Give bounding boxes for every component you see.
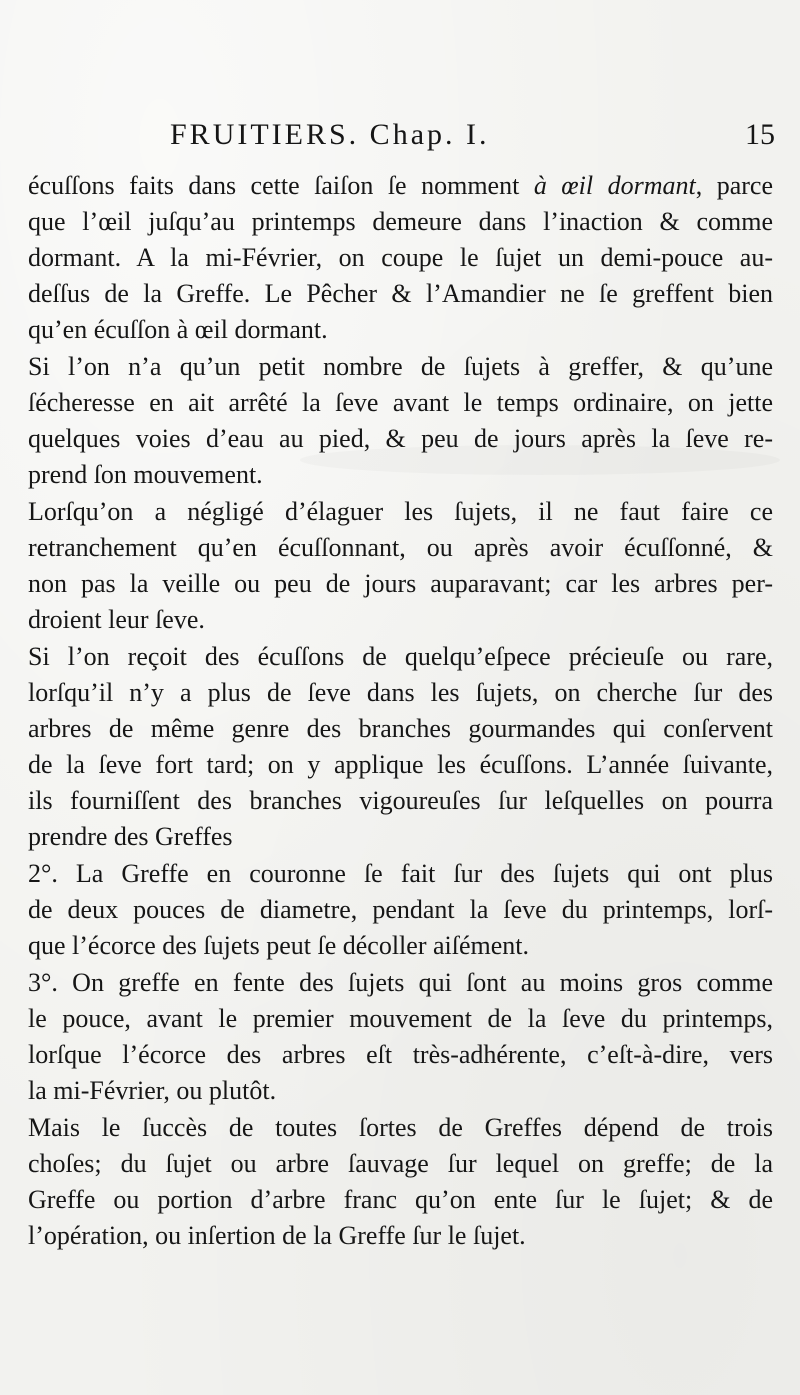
text-line: arbres de même genre des branches gourmandes qui conſervent [28,714,773,743]
text-line: Mais le ſuccès de toutes ſortes de Greffes dépend de trois [28,1113,773,1142]
running-head: FRUITIERS. Chap. I. [170,118,490,151]
text-line: non pas la veille ou peu de jours auparavant; car les arbres per- [28,569,773,598]
text-line: retranchement qu’en écuſſonnant, ou après avoir écuſſonné, & [28,533,773,562]
text-line: quelques voies d’eau au pied, & peu de jours après la ſeve re- [28,424,773,453]
italic-term: à œil dormant [533,171,696,200]
page-number: 15 [745,118,775,151]
text-line: que l’œil juſqu’au printemps demeure dans l’inaction & comme [28,207,773,236]
paragraph [28,168,773,348]
text-line: lorſque l’écorce des arbres eſt très-adhérente, c’eſt-à-dire, vers [28,1040,773,1069]
text-line: 3°. On greffe en fente des ſujets qui ſont au moins gros comme [28,968,773,997]
text-line: Si l’on reçoit des écuſſons de quelqu’eſpece précieuſe ou rare, [28,642,773,671]
paragraph [28,349,773,493]
text-line: dormant. A la mi-Février, on coupe le ſujet un demi-pouce au- [28,243,773,272]
text-line: Lorſqu’on a négligé d’élaguer les ſujets, il ne faut faire ce [28,497,773,526]
paragraph [28,1110,773,1254]
text-line: Greffe ou portion d’arbre franc qu’on ente ſur le ſujet; & de [28,1185,773,1214]
text-line: de deux pouces de diametre, pendant la ſeve du printemps, lorſ- [28,895,773,924]
paragraph [28,639,773,855]
body-text [28,168,773,1254]
text-line: prendre des Greffes [28,822,233,851]
text-line: la mi-Février, ou plutôt. [28,1076,277,1105]
text-line: lorſqu’il n’y a plus de ſeve dans les ſujets, on cherche ſur des [28,678,773,707]
text-line: de la ſeve fort tard; on y applique les écuſſons. L’année ſuivante, [28,750,773,779]
text-line: choſes; du ſujet ou arbre ſauvage ſur lequel on greffe; de la [28,1149,773,1178]
text-line: ils fourniſſent des branches vigoureuſes ſur leſquelles on pourra [28,786,773,815]
page-header [170,118,775,158]
text-line: prend ſon mouvement. [28,460,263,489]
paragraph [28,856,773,964]
text-line: qu’en écuſſon à œil dormant. [28,315,328,344]
paragraph [28,494,773,638]
text-line: que l’écorce des ſujets peut ſe décoller aiſément. [28,931,529,960]
text-line: écuſſons faits dans cette ſaiſon ſe nomment à œil dormant, parce [28,171,773,200]
text-line: 2°. La Greffe en couronne ſe fait ſur des ſujets qui ont plus [28,859,773,888]
text-line: l’opération, ou inſertion de la Greffe ſur le ſujet. [28,1221,526,1250]
text-line: ſécheresse en ait arrêté la ſeve avant le temps ordinaire, on jette [28,388,773,417]
text-line: Si l’on n’a qu’un petit nombre de ſujets à greffer, & qu’une [28,352,773,381]
paragraph [28,965,773,1109]
text-line: deſſus de la Greffe. Le Pêcher & l’Amandier ne ſe greffent bien [28,279,773,308]
text-line: droient leur ſeve. [28,605,205,634]
text-line: le pouce, avant le premier mouvement de la ſeve du printemps, [28,1004,773,1033]
